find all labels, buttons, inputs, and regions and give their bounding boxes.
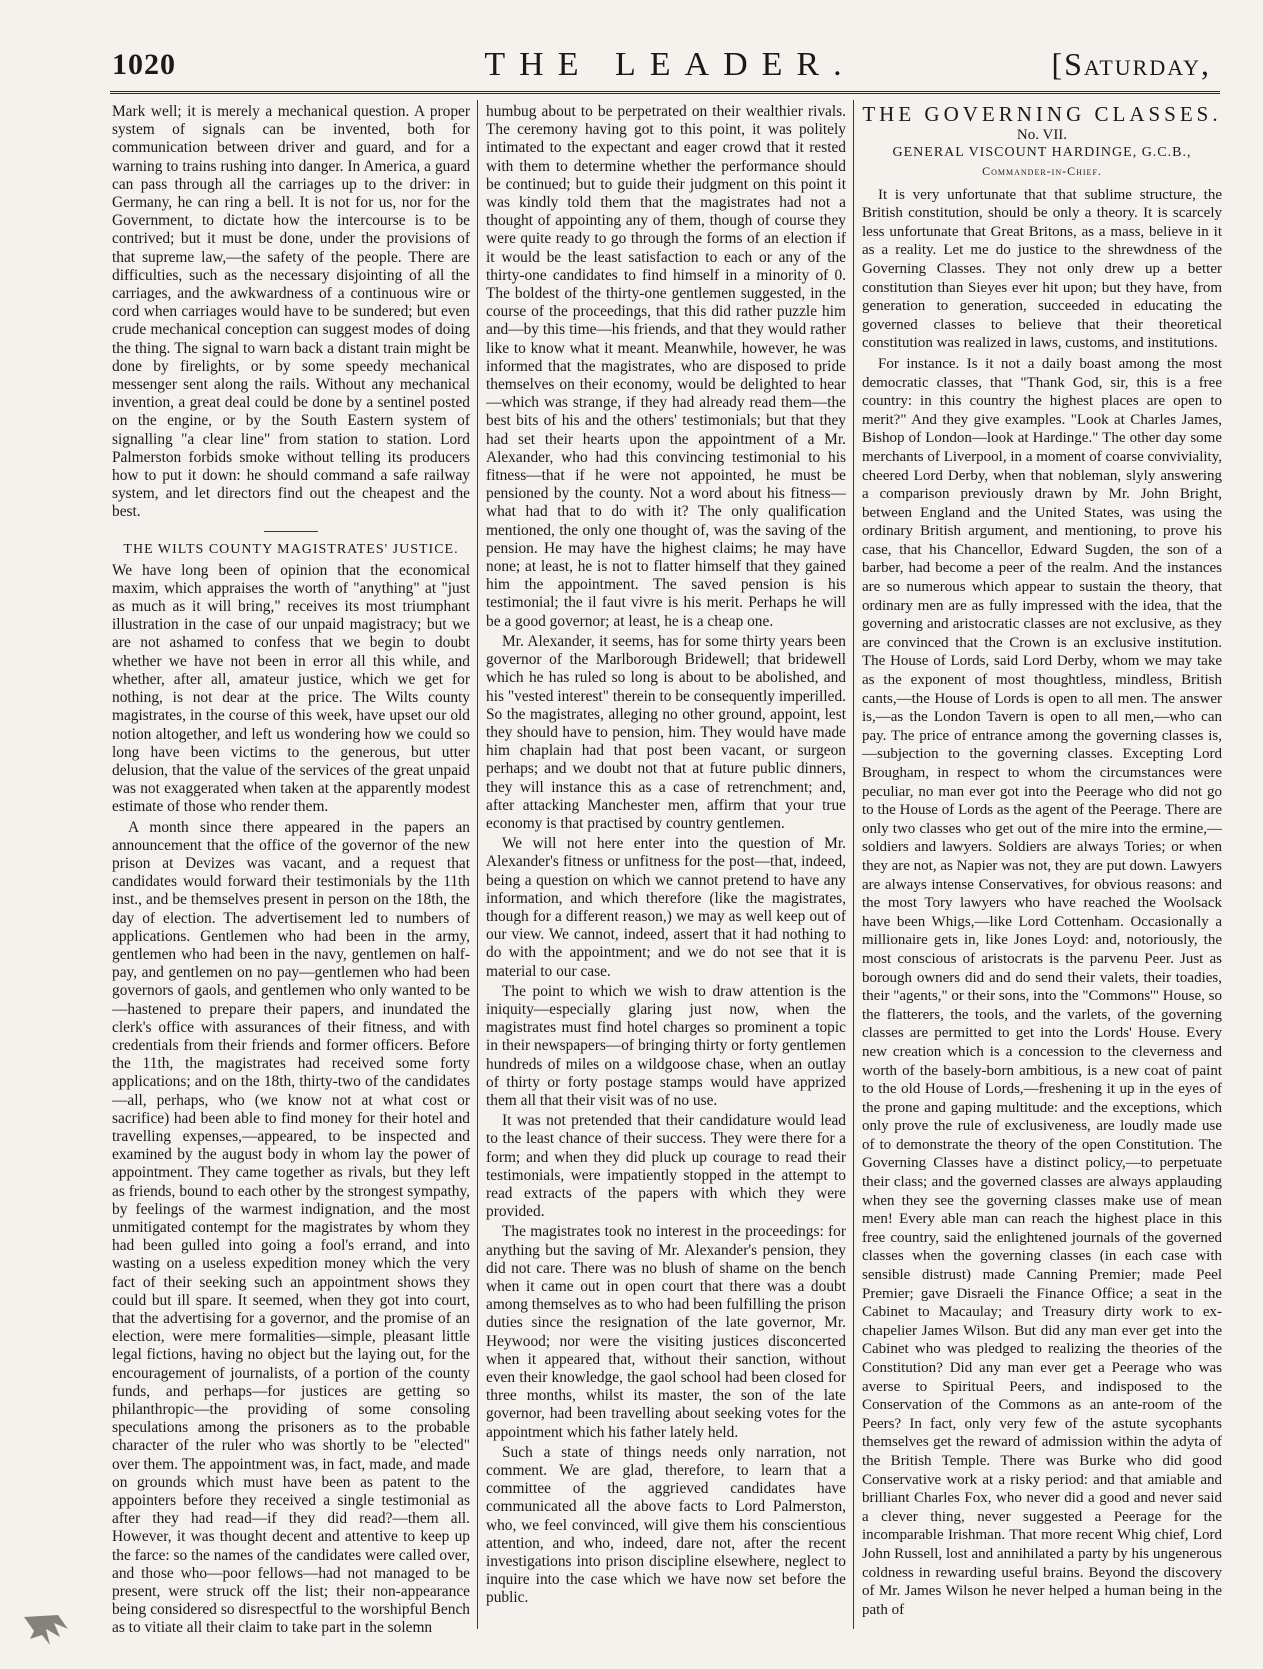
section-separator xyxy=(264,531,318,532)
column-3 xyxy=(862,103,1222,1659)
column-rule-right xyxy=(853,100,854,1629)
ink-blot-mark xyxy=(20,1609,80,1649)
article-paragraph: It is very unfortunate that that sublime structure, the British constitution, should be only a theory. It is scarcely less unfortunate that Great Britons, as a mass, believe in it as a reality. Let me do justice to the shrewdness of the Governing Classes. They not only drew up a better constitution than Sieyes ever hit upon; but they have, from generation to generation, succeeded in educating the governed classes to believe that their theoretical constitution was realized in laws, customs, and institutions. xyxy=(862,186,1222,352)
article-subtitle: Commander-in-Chief. xyxy=(982,163,1102,178)
column-1 xyxy=(112,103,470,1659)
article-paragraph: The point to which we wish to draw attention is the iniquity—especially glaring just now, when the magistrates must find hotel charges so prominent a topic in their newspapers—of bringing thirty or forty gentlemen hundreds of miles on a wildgoose chase, when an outlay of thirty or forty postage stamps would have apprized them all that their visit was of no use. xyxy=(486,982,846,1109)
article-paragraph: For instance. Is it not a daily boast among the most democratic classes, that "Thank God, sir, this is a free country: in this country the highest places are open to merit?" And they give examples. "Look at Charles James, Bishop of London—look at Hardinge." The other day some merchants of Liverpool, in a moment of coarse conviviality, cheered Lord Derby, when that nobleman, slyly answering a comparison previously drawn by Mr. John Bright, between England and the United States, was using the ordinary British argument, and mentioning, to prove his case, that his Chancellor, Edward Sugden, the son of a barber, had become a peer of the realm. And the instances are so numerous which appear to sustain the theory, that ordinary men are as fully impressed with the idea, that the governing and aristocratic classes are not exclusive, as they are convinced that the Crown is an exclusive institution. The House of Lords, said Lord Derby, whom we may take as the exponent of most thoughtless, mindless, British cants,—the House of Lords is open to all men. The answer is,—as the London Tavern is open to all men,—who can pay. The price of entrance among the governing classes is,—subjection to the governing classes. Excepting Lord Brougham, in respect to whom the circumstances were peculiar, no man ever got into the Peerage who did not go to the House of Lords as the agent of the Peerage. There are only two classes who get out of the mire into the ermine,—soldiers and lawyers. Soldiers are always Tories; or when they are not, as Napier was not, they are put down. Lawyers are always intense Conservatives, for obvious reasons: and the most Tory lawyers who have reached the Woolsack have been Whigs,—like Lord Cottenham. Occasionally a millionaire gets in, like Jones Loyd: and, notoriously, the most conscious of aristocrats is the parvenu Peer. Just as borough owners did and do send their valets, their toadies, their "agents," or their sons, into the "Commons'" House, so the flatterers, the tools, and the varlets, of the governing classes are permitted to get into the Lords' House. Every new creation which is a concession to the cleverness and worth of the basely-born ambitious, is a new coat of paint to the old House of Lords,—freshening it up in the eyes of the prone and gaping multitude: and the exceptions, which only prove the rule of exclusiveness, are loudly made use of to demonstrate the theory of the open Constitution. The Governing Classes have a distinct policy,—to perpetuate their class; and the governed classes are always applauding when they see the governing classes make use of mean men! Every able man can reach the highest place in this free country, said the enlightened journals of the governed classes when the governing classes (in each case with sensible distrust) made Canning Premier; made Peel Premier; gave Disraeli the Finance Office; a seat in the Cabinet to Macaulay; and Treasury dirty work to ex-chapelier James Wilson. But did any man ever get into the Cabinet who was pledged to realizing the theories of the Constitution? Did any man ever get a Peerage who was averse to Spiritual Peers, and indisposed to the Conservation of the Commons as an ante-room of the Peers? In fact, only very few of the astute sycophants themselves get the reward of admission within the adyta of the British Temple. There was Burke who did good Conservative work at a risky period: and that amiable and brilliant Charles Fox, who never did a good and never said a clever thing, never suggested a Peerage for the incomparable Irishman. That more recent Whig chief, Lord John Russell, lost and annihilated a party by his ungenerous coldness in rewarding useful brains. Beyond the discovery of Mr. James Wilson he never helped a human being in the path of xyxy=(862,355,1222,1618)
article-paragraph: The magistrates took no interest in the proceedings: for anything but the saving of Mr. Alexander's pension, they did not care. There was no blush of shame on the bench when it came out in open court that there was a doubt among themselves as to who had been fulfilling the prison duties since the resignation of the late governor, Mr. Heywood; nor were the visiting justices disconcerted when it appeared that, without their sanction, without even their knowledge, the gaol school had been closed for three months, whilst its master, the son of the late governor, had been travelling about seeking votes for the appointment which his father lately held. xyxy=(486,1223,846,1441)
masthead xyxy=(0,40,1263,96)
article-paragraph: We will not here enter into the question of Mr. Alexander's fitness or unfitness for the post—that, indeed, being a question on which we cannot pretend to have any information, and which therefore (like the magistrates, though for a different reason,) we may as well keep out of our view. We cannot, indeed, assert that it had nothing to do with the appointment; and we do not see that it is material to our case. xyxy=(486,835,846,980)
column-2 xyxy=(486,103,846,1659)
article-paragraph: It was not pretended that their candidature would lead to the least chance of their success. They were there for a form; and when they did pluck up courage to read their testimonials, were impatiently stopped in the attempt to read extracts of the papers with which they were provided. xyxy=(486,1112,846,1221)
column-rule-left xyxy=(477,100,478,1629)
article-paragraph: We have long been of opinion that the economical maxim, which appraises the worth of "anything" at "just as much as it will bring," receives its most triumphant illustration in the case of our unpaid magistracy; but we are not ashamed to confess that we begin to doubt whether we have not been in error all this while, and whether, after all, amateur justice, which we get for nothing, is not dear at the price. The Wilts county magistrates, in the course of this week, have upset our old notion altogether, and left us wondering how we could so long have been victims to the generous, but utter delusion, that the value of the services of the great unpaid was not exaggerated when taken at the apparently modest estimate of those who render them. xyxy=(112,561,470,816)
article-heading-governing-classes: THE GOVERNING CLASSES. xyxy=(862,103,1222,126)
header-rule xyxy=(110,91,1220,94)
issue-day: [Saturday, xyxy=(1051,46,1211,82)
article-heading-wilts-magistrates: THE WILTS COUNTY MAGISTRATES' JUSTICE. xyxy=(123,541,459,557)
article-paragraph: Mr. Alexander, it seems, has for some thirty years been governor of the Marlborough Bridewell; that bridewell which he has ruled so long is about to be abolished, and his "vested interest" therein to be consequently imperilled. So the magistrates, alleging no other ground, appoint, lest they should have to pension, him. They would have made him chaplain had that post been vacant, or surgeon perhaps; and we doubt not that at future public dinners, they will instance this as a case of retrenchment; and, after attacking Manchester men, affirm that your true economy is that practised by country gentlemen. xyxy=(486,632,846,832)
article-paragraph: Such a state of things needs only narration, not comment. We are glad, therefore, to learn that a committee of the aggrieved candidates have communicated all the above facts to Lord Palmerston, who, we feel convinced, will give them his conscientious attention, and who, indeed, dare not, after the recent investigations into prison discipline elsewhere, neglect to inquire into the case which we have now set before the public. xyxy=(486,1443,846,1607)
page-number: 1020 xyxy=(112,48,176,81)
article-number: No. VII. xyxy=(1016,126,1068,143)
article-subheading: GENERAL VISCOUNT HARDINGE, G.C.B., xyxy=(892,144,1192,160)
article-paragraph: humbug about to be perpetrated on their wealthier rivals. The ceremony having got to this point, it was politely intimated to the expectant and eager crowd that it rested with them to determine whether the performance should be continued; but to guide their judgment on this point it was kindly told them that the magistrates had not a thought of appointing any of them, though of course they were quite ready to go through the forms of an election if it would be the least satisfaction to each or any of the thirty-one candidates to find himself in a minority of 0. The boldest of the thirty-one gentlemen suggested, in the course of the proceedings, that this did rather puzzle him and—by this time—his friends, and that they would rather like to know what it meant. Meanwhile, however, he was informed that the magistrates, who are disposed to pride themselves on their economy, would be delighted to hear—which was strange, if they had already read them—the best bits of his and the others' testimonials; but that they had set their hearts upon the appointment of a Mr. Alexander, who had this convincing testimonial to his fitness—that if he were not appointed, he must be pensioned by the county. Not a word about his fitness—what had that to do with it? The only qualification mentioned, the only one thought of, was the saving of the pension. He may have the highest claims; he may have none; at least, he is not to flatter himself that they gained him the appointment. The saved pension is his testimonial; the il faut vivre is his merit. Perhaps he will be a good governor; at least, he is a cheap one. xyxy=(486,103,846,630)
article-paragraph: A month since there appeared in the papers an announcement that the office of the governor of the new prison at Devizes was vacant, and a request that candidates would forward their testimonials by the 11th inst., and be themselves present in person on the 18th, the day of election. The advertisement led to numbers of applications. Gentlemen who had been in the army, gentlemen who had been in the navy, gentlemen on half-pay, and gentlemen on no pay—gentlemen who had been governors of gaols, and gentlemen who only wanted to be—hastened to prepare their papers, and inundated the clerk's office with assurances of their fitness, and with credentials from their friends and former officers. Before the 11th, the magistrates had received some forty applications; and on the 18th, thirty-two of the candidates—all, perhaps, who (we know not at what cost or sacrifice) had been able to find money for their hotel and travelling expenses,—appeared, to be inspected and examined by the august body in whom lay the power of appointment. They came together as rivals, but they left as friends, bound to each other by the strongest sympathy, by feelings of the warmest indignation, and the most unmitigated contempt for the magistrates by whom they had been gulled into going a fool's errand, and into wasting on a useless expedition money which the very fact of their seeking such an appointment shows they could but ill spare. It seemed, when they got into court, that the advertising for a governor, and the promise of an election, were mere formalities—simple, pleasant little legal fictions, having no object but the laying out, for the encouragement of journalists, of a portion of the county funds, and perhaps—for justices are getting so philanthropic—the providing of some consoling speculations among the prisoners as to the probable character of the ruler who was shortly to be "elected" over them. The appointment was, in fact, made, and made on grounds which must have been as patent to the appointers before they received a single testimonial as after they had read—if they did read?—them all. However, it was thought decent and attentive to keep up the farce: so the names of the candidates were called over, and those who—poor fellows—had not managed to be present, were struck off the list; their non-appearance being considered so disrespectful to the worshipful Bench as to vitiate all their claim to take part in the solemn xyxy=(112,818,470,1637)
newspaper-title: THE LEADER. xyxy=(484,46,856,83)
article-railway-continued: Mark well; it is merely a mechanical question. A proper system of signals can be invented, both for communication between driver and guard, and for a warning to trains rushing into danger. In America, a guard can pass through all the carriages up to the driver: in Germany, he can ring a bell. It is not for us, nor for the Government, to dictate how the intercourse is to be contrived; but it must be done, under the provisions of that supreme law,—the safety of the people. There are difficulties, such as the necessary disjointing of all the carriages, and the awkwardness of a continuous wire or cord when carriages would have to be sundered; but even crude mechanical conception can suggest modes of doing the thing. The signal to warn back a distant train might be done by firelights, or by some speedy mechanical messenger sent along the rails. Without any mechanical invention, a great deal could be done by a sentinel posted on the engine, or by the South Eastern system of signalling "a clear line" from station to station. Lord Palmerston forbids smoke without telling its producers how to put it down: he should command a safe railway system, and let directors find out the cheapest and the best. xyxy=(112,103,470,521)
